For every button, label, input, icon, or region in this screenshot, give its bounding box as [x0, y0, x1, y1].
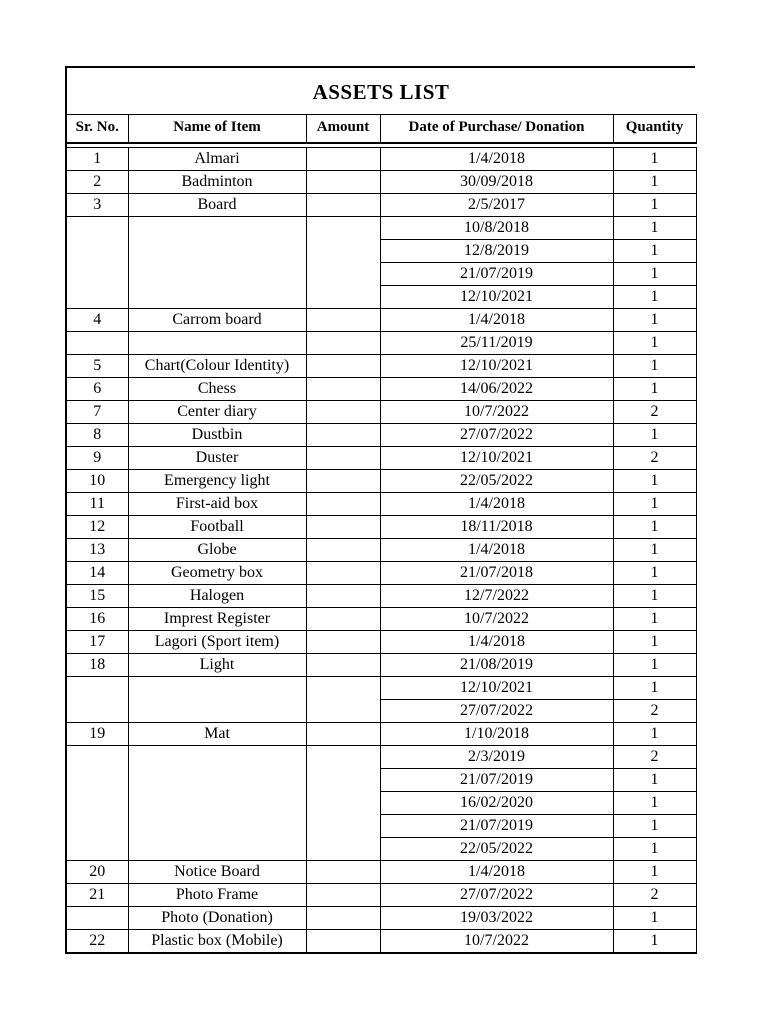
- cell-item-name: [128, 745, 306, 860]
- cell-quantity: 2: [613, 699, 696, 722]
- table-row: [66, 423, 696, 446]
- cell-quantity: 1: [613, 354, 696, 377]
- table-row: [66, 216, 696, 239]
- cell-date: 1/4/2018: [380, 538, 613, 561]
- cell-date: 10/7/2022: [380, 607, 613, 630]
- cell-date: 14/06/2022: [380, 377, 613, 400]
- cell-date: 2/3/2019: [380, 745, 613, 768]
- cell-sr-no: 9: [66, 446, 128, 469]
- table-row: [66, 377, 696, 400]
- cell-item-name: Plastic box (Mobile): [128, 929, 306, 953]
- cell-date: 2/5/2017: [380, 193, 613, 216]
- cell-amount: [306, 193, 380, 216]
- cell-sr-no: 4: [66, 308, 128, 331]
- table-row: [66, 331, 696, 354]
- cell-quantity: 1: [613, 308, 696, 331]
- cell-amount: [306, 515, 380, 538]
- cell-item-name: [128, 331, 306, 354]
- cell-date: 1/4/2018: [380, 630, 613, 653]
- cell-sr-no: 14: [66, 561, 128, 584]
- cell-item-name: Photo Frame: [128, 883, 306, 906]
- cell-quantity: 1: [613, 193, 696, 216]
- cell-item-name: Notice Board: [128, 860, 306, 883]
- table-row: [66, 308, 696, 331]
- table-row: [66, 722, 696, 745]
- cell-sr-no: 21: [66, 883, 128, 906]
- table-row: [66, 860, 696, 883]
- cell-item-name: Center diary: [128, 400, 306, 423]
- cell-date: 22/05/2022: [380, 469, 613, 492]
- cell-amount: [306, 745, 380, 860]
- cell-sr-no: 16: [66, 607, 128, 630]
- cell-sr-no: 5: [66, 354, 128, 377]
- cell-quantity: 1: [613, 239, 696, 262]
- cell-sr-no: 1: [66, 147, 128, 170]
- cell-quantity: 1: [613, 423, 696, 446]
- cell-amount: [306, 584, 380, 607]
- cell-date: 16/02/2020: [380, 791, 613, 814]
- table-row: [66, 170, 696, 193]
- table-row: [66, 653, 696, 676]
- cell-quantity: 1: [613, 653, 696, 676]
- table-row: [66, 400, 696, 423]
- cell-quantity: 1: [613, 791, 696, 814]
- cell-amount: [306, 446, 380, 469]
- cell-date: 21/08/2019: [380, 653, 613, 676]
- table-body: [66, 143, 696, 953]
- cell-item-name: Almari: [128, 147, 306, 170]
- cell-amount: [306, 538, 380, 561]
- cell-item-name: Mat: [128, 722, 306, 745]
- cell-quantity: 1: [613, 906, 696, 929]
- cell-item-name: First-aid box: [128, 492, 306, 515]
- cell-item-name: Lagori (Sport item): [128, 630, 306, 653]
- cell-item-name: [128, 676, 306, 722]
- cell-item-name: Emergency light: [128, 469, 306, 492]
- cell-date: 12/10/2021: [380, 285, 613, 308]
- table-row: [66, 584, 696, 607]
- cell-item-name: Dustbin: [128, 423, 306, 446]
- cell-quantity: 1: [613, 630, 696, 653]
- column-header-sr-no: Sr. No.: [66, 115, 128, 143]
- cell-quantity: 1: [613, 929, 696, 953]
- cell-item-name: [128, 216, 306, 308]
- cell-date: 25/11/2019: [380, 331, 613, 354]
- cell-quantity: 2: [613, 883, 696, 906]
- cell-date: 18/11/2018: [380, 515, 613, 538]
- table-row: [66, 929, 696, 953]
- cell-date: 10/8/2018: [380, 216, 613, 239]
- cell-quantity: 1: [613, 561, 696, 584]
- table-row: [66, 492, 696, 515]
- cell-amount: [306, 561, 380, 584]
- cell-sr-no: 6: [66, 377, 128, 400]
- cell-amount: [306, 607, 380, 630]
- cell-sr-no: 15: [66, 584, 128, 607]
- cell-item-name: Photo (Donation): [128, 906, 306, 929]
- page-title: ASSETS LIST: [65, 66, 695, 114]
- cell-quantity: 1: [613, 607, 696, 630]
- cell-amount: [306, 400, 380, 423]
- cell-date: 10/7/2022: [380, 400, 613, 423]
- cell-quantity: 1: [613, 538, 696, 561]
- cell-quantity: 1: [613, 377, 696, 400]
- cell-item-name: Globe: [128, 538, 306, 561]
- cell-quantity: 1: [613, 837, 696, 860]
- cell-quantity: 1: [613, 860, 696, 883]
- cell-amount: [306, 722, 380, 745]
- cell-sr-no: 17: [66, 630, 128, 653]
- cell-sr-no: 8: [66, 423, 128, 446]
- cell-item-name: Light: [128, 653, 306, 676]
- cell-sr-no: 18: [66, 653, 128, 676]
- cell-sr-no: [66, 676, 128, 722]
- cell-item-name: Carrom board: [128, 308, 306, 331]
- cell-amount: [306, 216, 380, 308]
- assets-table: [65, 114, 697, 954]
- cell-amount: [306, 377, 380, 400]
- cell-sr-no: [66, 906, 128, 929]
- column-header-quantity: Quantity: [613, 115, 696, 143]
- cell-date: 1/10/2018: [380, 722, 613, 745]
- cell-quantity: 1: [613, 492, 696, 515]
- cell-sr-no: 3: [66, 193, 128, 216]
- table-row: [66, 515, 696, 538]
- cell-sr-no: 20: [66, 860, 128, 883]
- cell-amount: [306, 354, 380, 377]
- table-row: [66, 883, 696, 906]
- assets-sheet: [65, 66, 695, 954]
- cell-quantity: 1: [613, 331, 696, 354]
- table-row: [66, 446, 696, 469]
- cell-item-name: Football: [128, 515, 306, 538]
- cell-date: 27/07/2022: [380, 423, 613, 446]
- cell-amount: [306, 653, 380, 676]
- cell-date: 12/8/2019: [380, 239, 613, 262]
- cell-item-name: Imprest Register: [128, 607, 306, 630]
- cell-sr-no: 2: [66, 170, 128, 193]
- column-header-amount: Amount: [306, 115, 380, 143]
- cell-quantity: 1: [613, 147, 696, 170]
- cell-date: 12/10/2021: [380, 446, 613, 469]
- table-row: [66, 538, 696, 561]
- table-row: [66, 469, 696, 492]
- cell-item-name: Badminton: [128, 170, 306, 193]
- cell-quantity: 1: [613, 676, 696, 699]
- cell-date: 1/4/2018: [380, 492, 613, 515]
- cell-date: 10/7/2022: [380, 929, 613, 953]
- cell-quantity: 1: [613, 285, 696, 308]
- cell-date: 21/07/2019: [380, 262, 613, 285]
- cell-item-name: Duster: [128, 446, 306, 469]
- cell-quantity: 1: [613, 515, 696, 538]
- cell-quantity: 1: [613, 469, 696, 492]
- cell-amount: [306, 630, 380, 653]
- cell-sr-no: [66, 216, 128, 308]
- cell-date: 21/07/2019: [380, 768, 613, 791]
- cell-date: 1/4/2018: [380, 860, 613, 883]
- cell-amount: [306, 170, 380, 193]
- table-row: [66, 676, 696, 699]
- header-row: [66, 115, 696, 143]
- cell-date: 21/07/2018: [380, 561, 613, 584]
- cell-sr-no: 22: [66, 929, 128, 953]
- cell-date: 22/05/2022: [380, 837, 613, 860]
- cell-item-name: Geometry box: [128, 561, 306, 584]
- cell-amount: [306, 676, 380, 722]
- cell-date: 12/10/2021: [380, 676, 613, 699]
- cell-quantity: 1: [613, 584, 696, 607]
- cell-quantity: 1: [613, 722, 696, 745]
- cell-item-name: Board: [128, 193, 306, 216]
- cell-sr-no: 19: [66, 722, 128, 745]
- table-row: [66, 561, 696, 584]
- column-header-name: Name of Item: [128, 115, 306, 143]
- cell-sr-no: [66, 331, 128, 354]
- cell-amount: [306, 929, 380, 953]
- cell-amount: [306, 860, 380, 883]
- cell-date: 30/09/2018: [380, 170, 613, 193]
- cell-date: 19/03/2022: [380, 906, 613, 929]
- cell-quantity: 1: [613, 170, 696, 193]
- cell-amount: [306, 883, 380, 906]
- cell-date: 27/07/2022: [380, 699, 613, 722]
- cell-date: 12/7/2022: [380, 584, 613, 607]
- cell-amount: [306, 147, 380, 170]
- table-row: [66, 607, 696, 630]
- cell-item-name: Chess: [128, 377, 306, 400]
- cell-date: 1/4/2018: [380, 147, 613, 170]
- cell-item-name: Halogen: [128, 584, 306, 607]
- cell-sr-no: 13: [66, 538, 128, 561]
- table-row: [66, 147, 696, 170]
- table-row: [66, 193, 696, 216]
- table-row: [66, 354, 696, 377]
- cell-quantity: 1: [613, 768, 696, 791]
- cell-sr-no: 7: [66, 400, 128, 423]
- cell-quantity: 1: [613, 262, 696, 285]
- table-row: [66, 745, 696, 768]
- cell-item-name: Chart(Colour Identity): [128, 354, 306, 377]
- cell-quantity: 1: [613, 216, 696, 239]
- cell-date: 12/10/2021: [380, 354, 613, 377]
- cell-quantity: 1: [613, 814, 696, 837]
- cell-amount: [306, 423, 380, 446]
- cell-date: 1/4/2018: [380, 308, 613, 331]
- cell-quantity: 2: [613, 446, 696, 469]
- column-header-date: Date of Purchase/ Donation: [380, 115, 613, 143]
- cell-quantity: 2: [613, 745, 696, 768]
- cell-date: 21/07/2019: [380, 814, 613, 837]
- cell-sr-no: 11: [66, 492, 128, 515]
- cell-date: 27/07/2022: [380, 883, 613, 906]
- cell-sr-no: [66, 745, 128, 860]
- cell-sr-no: 12: [66, 515, 128, 538]
- cell-amount: [306, 906, 380, 929]
- table-row: [66, 906, 696, 929]
- cell-quantity: 2: [613, 400, 696, 423]
- cell-amount: [306, 331, 380, 354]
- cell-amount: [306, 469, 380, 492]
- table-row: [66, 630, 696, 653]
- cell-amount: [306, 492, 380, 515]
- cell-sr-no: 10: [66, 469, 128, 492]
- cell-amount: [306, 308, 380, 331]
